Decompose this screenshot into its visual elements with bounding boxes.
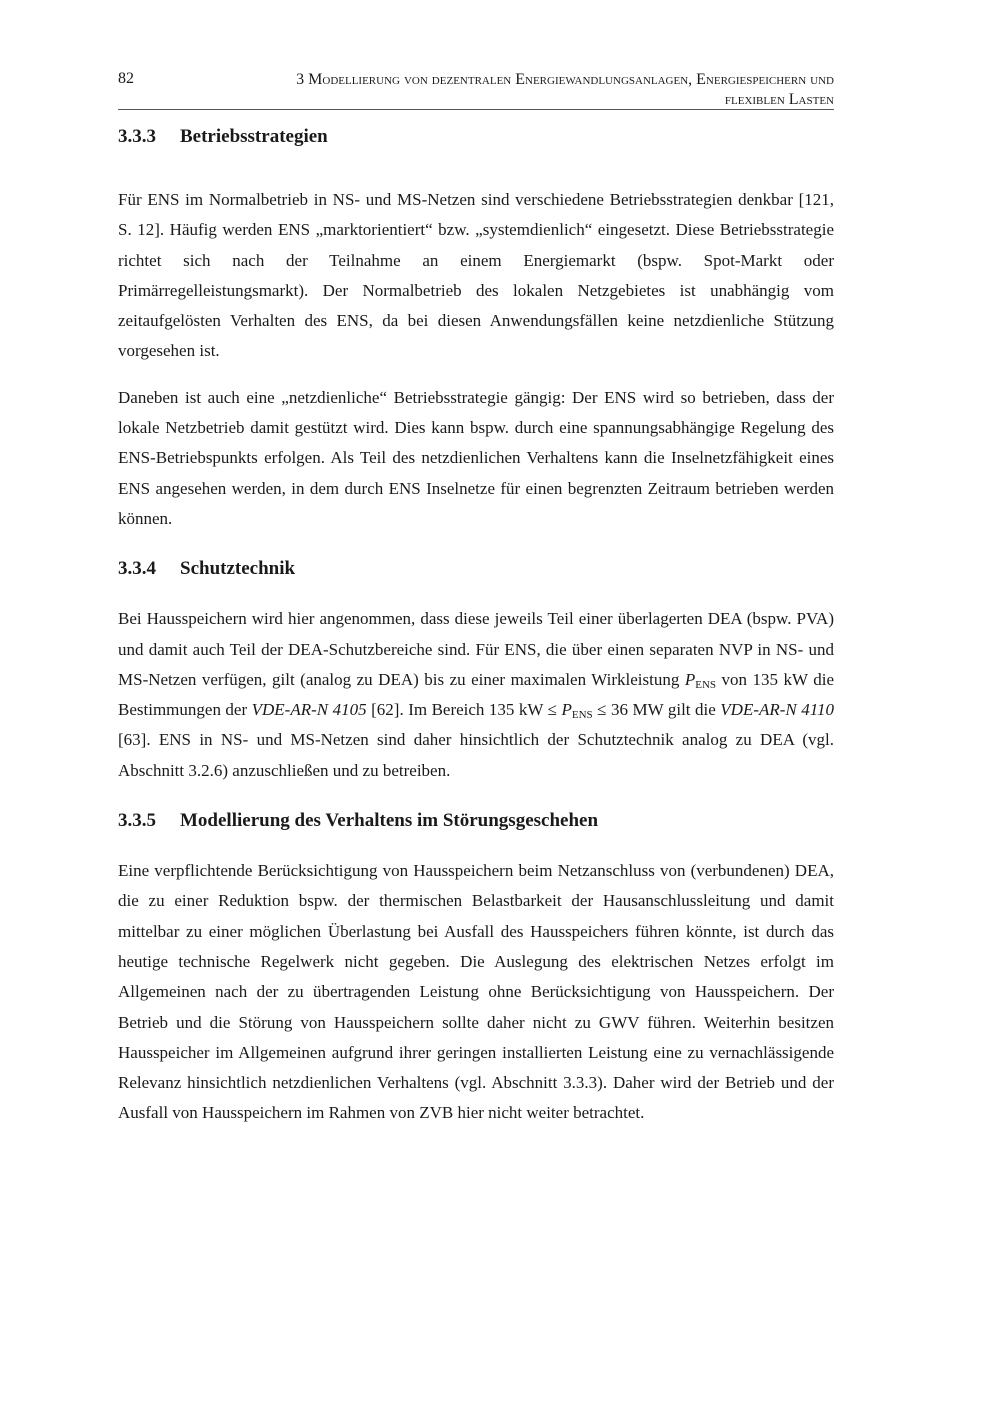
text-run: von 135 kW die Bestimmungen der [118,669,834,720]
section-number: 3.3.3 [118,126,156,147]
page-number: 82 [118,70,134,87]
paragraph: Für ENS im Normalbetrieb in NS- und MS-Netzen sind verschiedene Betriebsstrategien denkbar [121, S. 12]. Häufig werden ENS „marktorientiert“ bzw. „systemdienlich“ eingesetzt. Diese Betriebsstrategie richtet sich nach der Teilnahme an einem Energiemarkt (bspw. Spot-Markt oder Primärregelleistungsmarkt). Der Normalbetrieb des lokalen Netzgebietes ist unabhängig vom zeitaufgelösten Verhalten des ENS, da bei diesen Anwendungsfällen keine netzdienliche Stützung vorgesehen ist. [118,190,834,361]
paragraph: Daneben ist auch eine „netzdienliche“ Betriebsstrategie gängig: Der ENS wird so betrieben, dass der lokale Netzbetrieb damit gestützt wird. Dies kann bspw. durch eine spannungsabhängige Regelung des ENS-Betriebspunkts erfolgen. Als Teil des netzdienlichen Verhaltens kann die Inselnetzfähigkeit eines ENS angesehen werden, in dem durch ENS Inselnetze für einen begrenzten Zeitraum betrieben werden können. [118,387,834,528]
section-number: 3.3.5 [118,810,156,832]
symbol-power: P [561,700,572,720]
section-title: Schutztechnik [180,558,296,580]
paragraph-schutztechnik [118,604,834,786]
norm-reference: VDE-AR-N 4105 [251,700,367,720]
header-rule [118,109,834,110]
symbol-subscript: ENS [571,709,593,722]
section-heading-schutztechnik [118,554,834,584]
symbol-subscript: ENS [695,678,717,691]
running-header-line-1: 3 Modellierung von dezentralen Energiewandlungsanlagen, Energiespeichern und [296,71,834,88]
text-run: ≤ 36 MW gilt die [592,700,721,720]
symbol-power: P [684,669,696,689]
running-header [190,70,834,110]
paragraph: Eine verpflichtende Berücksichtigung von Hausspeichern beim Netzanschluss von (verbundenen) DEA, die zu einer Reduktion bspw. der thermischen Belastbarkeit der Hausanschlussleitung und damit mittelbar zu einer möglichen Überlastung bei Ausfall des Hausspeichers führen könnte, ist durch das heutige technische Regelwerk nicht gegeben. Die Auslegung des elektrischen Netzes erfolgt im Allgemeinen nach der zu übertragenden Leistung ohne Berücksichtigung von Hausspeichern. Der Betrieb und die Störung von Hausspeichern sollte daher nicht zu GWV führen. Weiterhin besitzen Hausspeicher im Allgemeinen aufgrund ihrer geringen installierten Leistung eine zu vernachlässigende Relevanz hinsichtlich netzdienlichen Verhaltens (vgl. Abschnitt 3.3.3). Daher wird der Betrieb und der Ausfall von Hausspeichern im Rahmen von ZVB hier nicht weiter betrachtet. [118,861,834,1123]
text-run: [63]. ENS in NS- und MS-Netzen sind daher hinsichtlich der Schutztechnik analog zu DEA (vgl. Abschnitt 3.2.6) anzuschließen und zu betreiben. [118,730,834,780]
text-run: Bei Hausspeichern wird hier angenommen, dass diese jeweils Teil einer überlagerten DEA (bspw. PVA) und damit auch Teil der DEA-Schutzbereiche sind. Für ENS, die über einen separaten NVP in NS- und MS-Netzen verfügen, gilt (analog zu DEA) bis zu einer maximalen Wirkleistung [118,609,834,689]
section-title: Betriebsstrategien [180,126,328,147]
section-title: Modellierung des Verhaltens im Störungsgeschehen [180,810,599,832]
norm-reference: VDE-AR-N 4110 [720,700,834,720]
running-header-line-2: flexiblen Lasten [724,91,834,108]
section-number: 3.3.4 [118,558,156,580]
section-heading-betriebsstrategien [118,122,834,152]
text-run: [62]. Im Bereich 135 kW ≤ [366,700,562,720]
page-body [118,120,834,1129]
section-heading-stoerungsgeschehen [118,806,834,836]
